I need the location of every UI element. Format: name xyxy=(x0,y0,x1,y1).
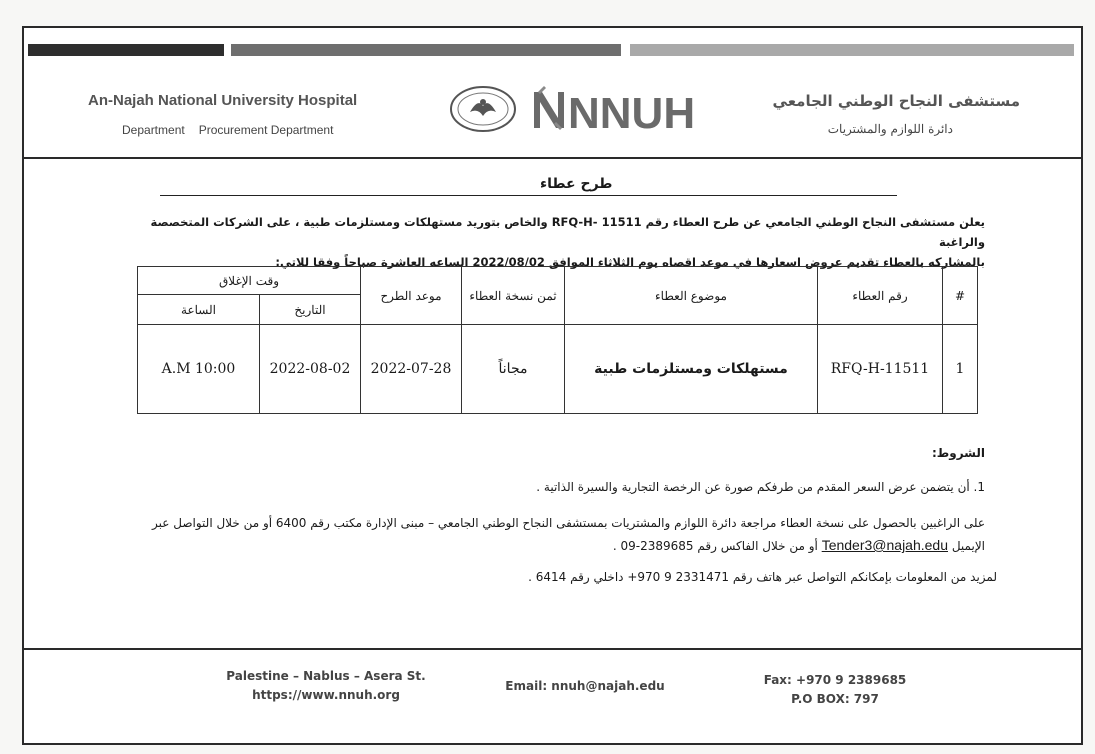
hospital-name-en: An-Najah National University Hospital xyxy=(88,92,358,109)
footer-divider xyxy=(24,648,1081,650)
table-row xyxy=(138,325,978,414)
header-divider xyxy=(24,157,1081,159)
hospital-name-ar: مستشفى النجاح الوطني الجامعي xyxy=(772,92,1020,110)
title-underline xyxy=(160,195,897,196)
svg-text:NNUH: NNUH xyxy=(568,89,696,138)
condition-item-3: لمزيد من المعلومات بإمكانكم التواصل عبر هاتف رقم 2331471 9 970+ داخلي رقم 6414 . xyxy=(528,570,997,584)
cell-copy-price: مجاناً xyxy=(462,325,565,414)
header-bar-dark xyxy=(28,44,224,56)
condition-2-line-2 xyxy=(25,534,985,557)
cell-subject: مستهلكات ومستلزمات طبية xyxy=(565,325,818,414)
email-suffix: أو من خلال الفاكس رقم 2389685-09 . xyxy=(612,539,818,553)
header-time: الساعة xyxy=(138,295,260,325)
tender-email-link[interactable]: Tender3@najah.edu xyxy=(821,537,948,553)
footer-pobox: P.O BOX: 797 xyxy=(791,692,879,706)
footer-contact-block xyxy=(760,671,910,709)
header-date: التاريخ xyxy=(260,295,361,325)
footer-website[interactable]: https://www.nnuh.org xyxy=(252,688,400,702)
footer-address: Palestine – Nablus – Asera St. xyxy=(226,669,426,683)
header-bar-mid xyxy=(231,44,621,56)
header-subject: موضوع العطاء xyxy=(565,267,818,325)
department-value: Procurement Department xyxy=(198,123,334,137)
header-tender-no: رقم العطاء xyxy=(818,267,943,325)
footer-fax: Fax: +970 9 2389685 xyxy=(763,673,907,687)
department-ar: دائرة اللوازم والمشتريات xyxy=(827,122,953,136)
department-en xyxy=(122,123,347,137)
notice-title: طرح عطاء xyxy=(540,176,613,192)
cell-closing-time: A.M 10:00 xyxy=(138,325,260,414)
intro-line-1: يعلن مستشفى النجاح الوطني الجامعي عن طرح العطاء رقم RFQ-H- 11511 والخاص بتوريد مستهلكات ومستلزمات طبية ، على الشركات المتخصصة والراغبة xyxy=(150,215,985,249)
condition-item-2 xyxy=(25,512,985,557)
email-prefix: الإيميل xyxy=(951,539,985,553)
footer-address-block xyxy=(226,667,426,705)
condition-2-line-1: على الراغبين بالحصول على نسخة العطاء مراجعة دائرة اللوازم والمشتريات بمستشفى النجاح الوطني الجامعي – مبنى الإدارة مكتب رقم 6400 أو من خلال التواصل عبر xyxy=(152,516,985,530)
university-seal-logo xyxy=(448,84,518,134)
notice-intro xyxy=(105,212,985,272)
cell-tender-no: RFQ-H-11511 xyxy=(818,325,943,414)
condition-item-1: 1. أن يتضمن عرض السعر المقدم من طرفكم صورة عن الرخصة التجارية والسيرة الذاتية . xyxy=(536,480,985,494)
cell-offering-date: 2022-07-28 xyxy=(361,325,462,414)
tender-table xyxy=(137,266,978,414)
header-bar-light xyxy=(630,44,1074,56)
department-label: Department xyxy=(122,123,185,137)
header-num: # xyxy=(943,267,978,325)
header-closing-time: وقت الإغلاق xyxy=(138,267,361,295)
cell-num: 1 xyxy=(943,325,978,414)
conditions-heading: الشروط: xyxy=(931,446,985,460)
header-offering-date: موعد الطرح xyxy=(361,267,462,325)
nnuh-logo xyxy=(532,84,696,138)
header-copy-price: ثمن نسخة العطاء xyxy=(462,267,565,325)
cell-closing-date: 2022-08-02 xyxy=(260,325,361,414)
footer-email[interactable]: Email: nnuh@najah.edu xyxy=(505,679,665,693)
intro-line-2: بالمشاركه بالعطاء تقديم عروض اسعارها في موعد اقصاه يوم الثلاثاء الموافق 2022/08/02 الساعه العاشرة صباحاً وفقا للاتي: xyxy=(275,255,985,269)
